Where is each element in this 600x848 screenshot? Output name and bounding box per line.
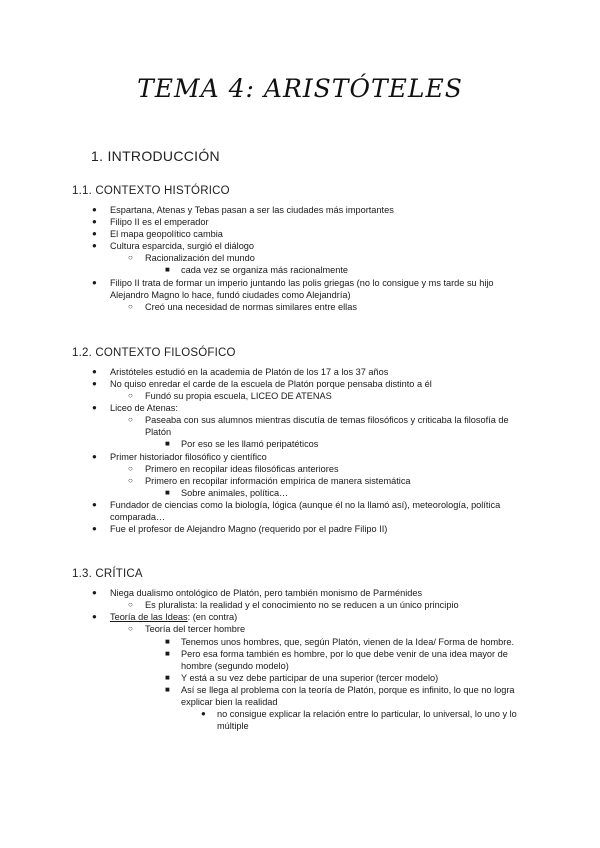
subsection-heading-contexto-historico: 1.1. CONTEXTO HISTÓRICO <box>72 185 230 197</box>
list-item: Sobre animales, política… <box>181 488 289 498</box>
list-item: explicar bien la realidad <box>181 697 278 707</box>
list-item: comparada… <box>110 512 166 522</box>
subsection-heading-critica: 1.3. CRÍTICA <box>72 568 143 580</box>
subsection-heading-contexto-filosofico: 1.2. CONTEXTO FILOSÓFICO <box>72 347 236 359</box>
bullet-icon: ● <box>92 612 97 621</box>
list-item: Filipo II trata de formar un imperio juntando las polis griegas (no lo consigue y ms tarde su hijo <box>110 278 494 288</box>
list-item: Y está a su vez debe participar de una superior (tercer modelo) <box>181 673 439 683</box>
list-item: No quiso enredar el carde de la escuela de Platón porque pensaba distinto a él <box>110 379 432 389</box>
list-item: Filipo II es el emperador <box>110 217 209 227</box>
bullet-icon: ○ <box>128 476 133 485</box>
bullet-icon: ● <box>201 709 206 718</box>
list-item: hombre (segundo modelo) <box>181 661 289 671</box>
bullet-icon: ● <box>92 229 97 238</box>
bullet-icon: ○ <box>128 302 133 311</box>
bullet-icon: ● <box>92 367 97 376</box>
bullet-icon: ● <box>92 278 97 287</box>
list-item: no consigue explicar la relación entre lo particular, lo universal, lo uno y lo <box>217 709 517 719</box>
bullet-icon: ● <box>92 588 97 597</box>
bullet-icon: ■ <box>165 265 170 274</box>
list-item: Creó una necesidad de normas similares entre ellas <box>145 302 357 312</box>
list-item: Por eso se les llamó peripatéticos <box>181 439 319 449</box>
list-item: Liceo de Atenas: <box>110 403 178 413</box>
list-item <box>110 611 237 623</box>
list-item: Alejandro Magno lo hace, fundó ciudades como Alejandría) <box>110 290 351 300</box>
bullet-icon: ● <box>92 452 97 461</box>
bullet-icon: ■ <box>165 637 170 646</box>
list-item: El mapa geopolítico cambia <box>110 229 223 239</box>
bullet-icon: ● <box>92 379 97 388</box>
list-item: Fundador de ciencias como la biología, lógica (aunque él no la llamó así), meteorología, política <box>110 500 501 510</box>
bullet-icon: ○ <box>128 391 133 400</box>
list-item-suffix: : (en contra) <box>187 612 238 622</box>
bullet-icon: ○ <box>128 253 133 262</box>
bullet-icon: ○ <box>128 624 133 633</box>
bullet-icon: ○ <box>128 600 133 609</box>
bullet-icon: ■ <box>165 439 170 448</box>
bullet-icon: ■ <box>165 488 170 497</box>
list-item: múltiple <box>217 721 249 731</box>
bullet-icon: ■ <box>165 649 170 658</box>
list-item: Pero esa forma también es hombre, por lo que debe venir de una idea mayor de <box>181 649 508 659</box>
bullet-icon: ○ <box>128 464 133 473</box>
list-item: Aristóteles estudió en la academia de Platón de los 17 a los 37 años <box>110 367 389 377</box>
bullet-icon: ○ <box>128 415 133 424</box>
list-item: Es pluralista: la realidad y el conocimiento no se reducen a un único principio <box>145 600 459 610</box>
list-item: Así se llega al problema con la teoría de Platón, porque es infinito, lo que no logra <box>181 685 515 695</box>
list-item: Paseaba con sus alumnos mientras discutía de temas filosóficos y criticaba la filosofía de <box>145 415 509 425</box>
list-item: Teoría del tercer hombre <box>145 624 246 634</box>
list-item: Fue el profesor de Alejandro Magno (requerido por el padre Filipo II) <box>110 524 388 534</box>
list-item: Tenemos unos hombres, que, según Platón, vienen de la Idea/ Forma de hombre. <box>181 637 514 647</box>
list-item: cada vez se organiza más racionalmente <box>181 265 348 275</box>
list-item: Fundó su propia escuela, LICEO DE ATENAS <box>145 391 332 401</box>
page-title: TEMA 4: ARISTÓTELES <box>137 74 463 103</box>
list-item: Espartana, Atenas y Tebas pasan a ser las ciudades más importantes <box>110 205 394 215</box>
bullet-icon: ● <box>92 524 97 533</box>
bullet-icon: ● <box>92 403 97 412</box>
list-item: Niega dualismo ontológico de Platón, pero también monismo de Parménides <box>110 588 423 598</box>
list-item: Primer historiador filosófico y científico <box>110 452 267 462</box>
bullet-icon: ■ <box>165 673 170 682</box>
underlined-term: Teoría de las Ideas <box>110 612 188 622</box>
bullet-icon: ● <box>92 500 97 509</box>
section-heading-introduccion: 1. INTRODUCCIÓN <box>91 148 220 164</box>
bullet-icon: ● <box>92 241 97 250</box>
bullet-icon: ● <box>92 217 97 226</box>
list-item: Primero en recopilar información empírica de manera sistemática <box>145 476 411 486</box>
bullet-icon: ■ <box>165 685 170 694</box>
bullet-icon: ● <box>92 205 97 214</box>
list-item: Platón <box>145 427 172 437</box>
list-item: Primero en recopilar ideas filosóficas anteriores <box>145 464 339 474</box>
list-item: Racionalización del mundo <box>145 253 255 263</box>
list-item: Cultura esparcida, surgió el diálogo <box>110 241 255 251</box>
